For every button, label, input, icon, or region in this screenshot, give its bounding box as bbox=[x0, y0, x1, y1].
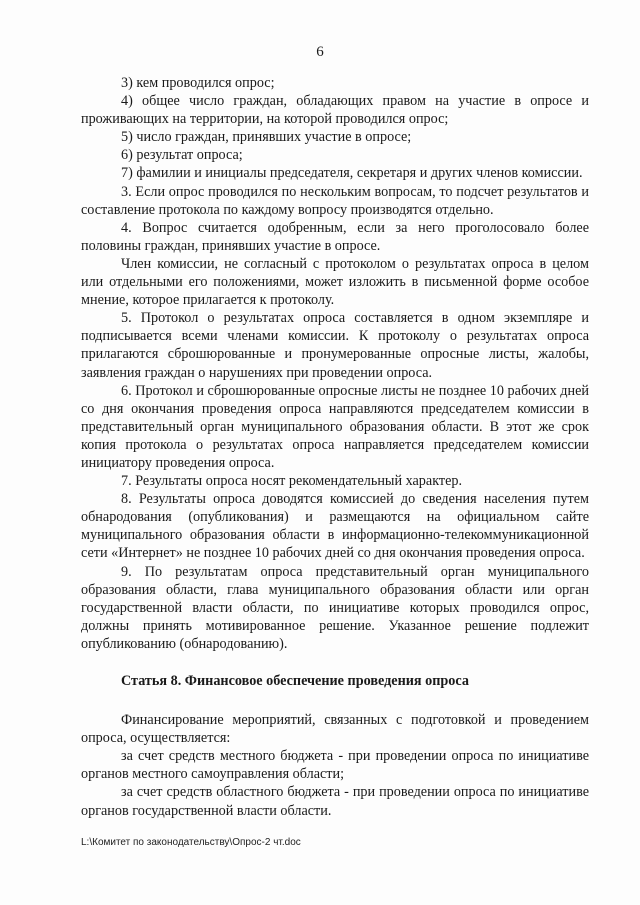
clause-6: 6. Протокол и сброшюрованные опросные листы не позднее 10 рабочих дней со дня окончания проведения опроса направляются председателем комиссии в представительный орган муниципального образования области. В этот же срок копия протокола о результатах опроса направляется председателем комиссии инициатору проведения опроса. bbox=[81, 382, 589, 471]
clause-9: 9. По результатам опроса представительный орган муниципального образования области, глава муниципального образования области или орган государственной власти области, по инициативе которых проводился опрос, должны принять мотивированное решение. Указанное решение подлежит опубликованию (обнародованию). bbox=[81, 563, 589, 652]
page-number: 6 bbox=[316, 44, 324, 60]
financing-intro: Финансирование мероприятий, связанных с подготовкой и проведением опроса, осуществляется: bbox=[81, 712, 589, 747]
clause-5: 5. Протокол о результатах опроса составляется в одном экземпляре и подписывается всеми членами комиссии. К протоколу о результатах опроса прилагаются сброшюрованные и пронумерованные опросные листы, жалобы, заявления граждан о нарушениях при проведении опроса. bbox=[81, 310, 589, 381]
list-item-3: 3) кем проводился опрос; bbox=[121, 75, 275, 91]
file-path-footer: L:\Комитет по законодательству\Опрос-2 чт.doc bbox=[81, 837, 301, 848]
clause-4: 4. Вопрос считается одобренным, если за него проголосовало более половины граждан, принявших участие в опросе. bbox=[81, 219, 589, 254]
document-body bbox=[81, 74, 589, 820]
list-item-6: 6) результат опроса; bbox=[121, 147, 243, 164]
financing-local: за счет средств местного бюджета - при проведении опроса по инициативе органов местного самоуправления области; bbox=[81, 748, 589, 783]
clause-4-note: Член комиссии, не согласный с протоколом о результатах опроса в целом или отдельными его положениями, может изложить в письменной форме особое мнение, которое прилагается к протоколу. bbox=[81, 255, 589, 309]
article-8-heading: Статья 8. Финансовое обеспечение проведения опроса bbox=[121, 673, 469, 689]
list-item-5: 5) число граждан, принявших участие в опросе; bbox=[121, 129, 412, 146]
clause-7: 7. Результаты опроса носят рекомендательный характер. bbox=[121, 473, 463, 490]
list-item-4: 4) общее число граждан, обладающих правом на участие в опросе и проживающих на территории, на которой проводился опрос; bbox=[81, 93, 589, 128]
financing-regional: за счет средств областного бюджета - при проведении опроса по инициативе органов государственной власти области. bbox=[81, 784, 589, 819]
list-item-7: 7) фамилии и инициалы председателя, секретаря и других членов комиссии. bbox=[121, 165, 583, 182]
clause-3: 3. Если опрос проводился по нескольким вопросам, то подсчет результатов и составление протокола по каждому вопросу производятся отдельно. bbox=[81, 183, 589, 218]
clause-8: 8. Результаты опроса доводятся комиссией до сведения населения путем обнародования (опубликования) и размещаются на официальном сайте муниципального образования области в информационно-телекоммуникационной сети «Интернет» не позднее 10 рабочих дней со дня окончания проведения опроса. bbox=[81, 491, 589, 562]
